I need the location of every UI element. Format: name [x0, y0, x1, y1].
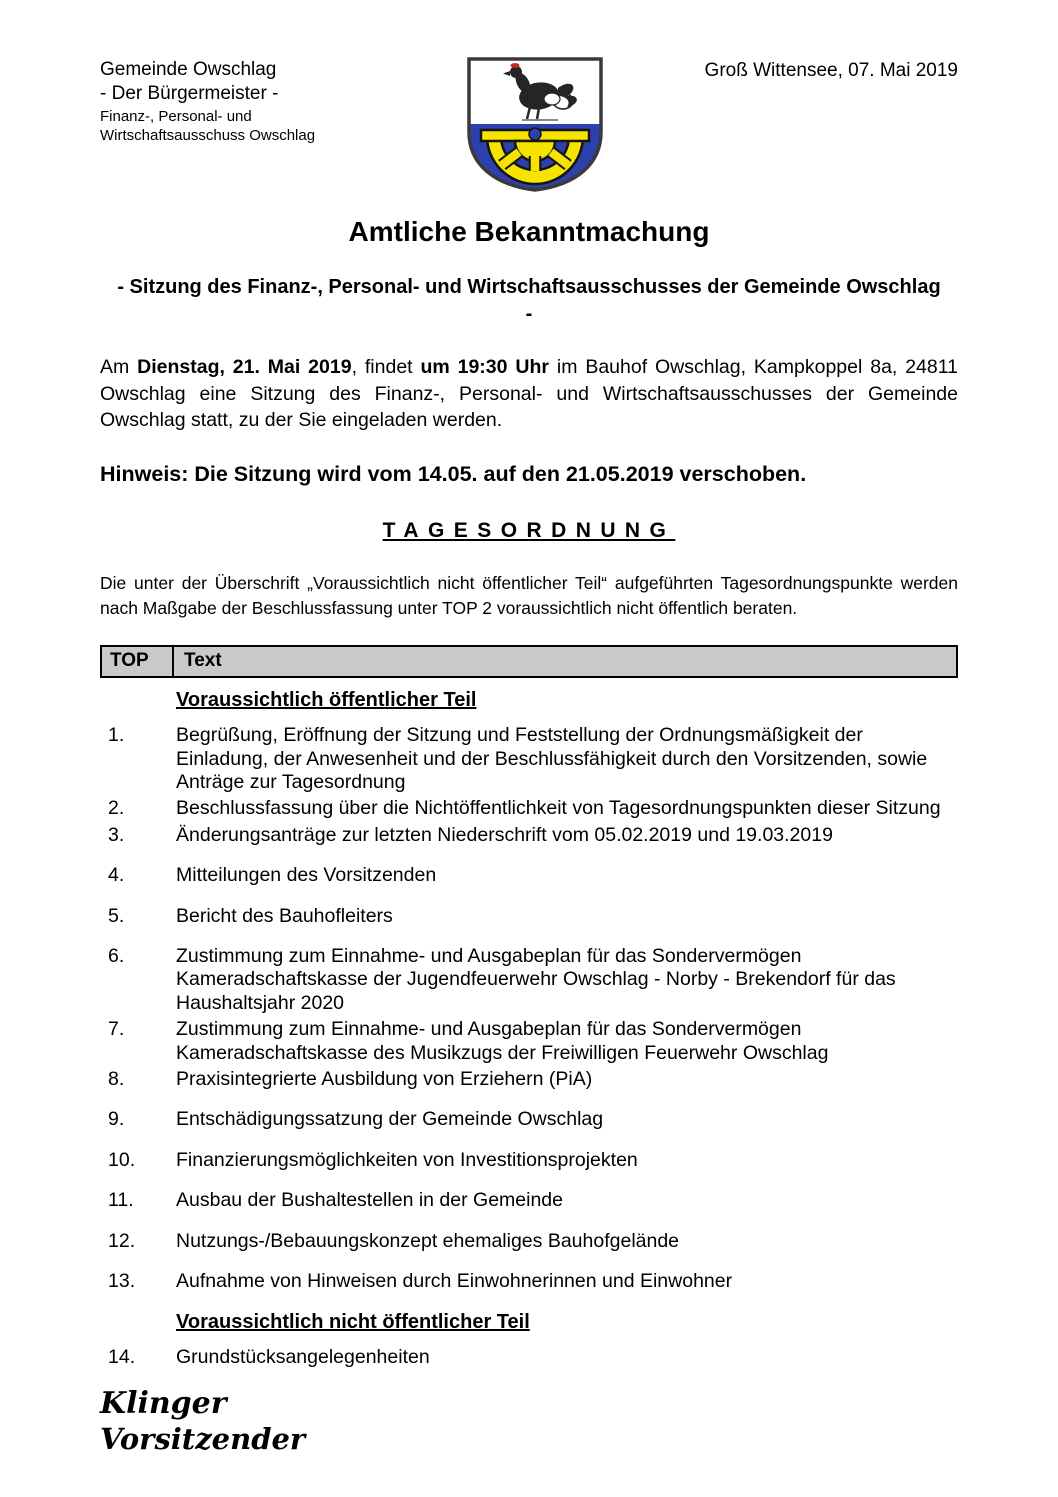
row-top-number: 10.: [108, 1148, 136, 1171]
row-text: Begrüßung, Eröffnung der Sitzung und Feststellung der Ordnungsmäßigkeit der Einladung, der Anwesenheit und der Beschlussfähigkeit durch den Vorsitzenden, sowie Anträge zur Tagesordnung: [176, 724, 928, 794]
row-text: Voraussichtlich nicht öffentlicher Teil: [176, 1311, 530, 1334]
document-title: Amtliche Bekanntmachung: [348, 216, 710, 247]
row-text: Nutzungs-/Bebauungskonzept ehemaliges Bauhofgelände: [176, 1229, 680, 1252]
row-text: Änderungsanträge zur letzten Niederschrift vom 05.02.2019 und 19.03.2019: [176, 823, 833, 846]
agenda-row: [100, 1346, 958, 1369]
row-top-number: [100, 688, 176, 712]
agenda-row: [100, 724, 958, 794]
agenda-table-header: [100, 645, 958, 678]
column-header-top: TOP: [102, 647, 174, 676]
postponement-notice: Hinweis: Die Sitzung wird vom 14.05. auf den 21.05.2019 verschoben.: [100, 461, 807, 486]
agenda-row: [100, 1068, 958, 1091]
agenda-row: [100, 1149, 958, 1172]
coat-of-arms-icon: [460, 52, 610, 197]
sender-line-4: Wirtschaftsausschuss Owschlag: [100, 127, 316, 145]
row-top-number: 2.: [108, 797, 125, 820]
row-text: Voraussichtlich öffentlicher Teil: [176, 689, 477, 712]
row-top-number: 8.: [108, 1067, 125, 1090]
row-top-number: 13.: [108, 1269, 136, 1292]
row-text: Finanzierungsmöglichkeiten von Investitionsprojekten: [176, 1148, 638, 1171]
agenda-table: [100, 645, 958, 1369]
row-top-number: 12.: [108, 1229, 136, 1252]
row-top-number: 9.: [108, 1108, 125, 1131]
row-text: Aufnahme von Hinweisen durch Einwohnerinnen und Einwohner: [176, 1269, 733, 1292]
agenda-row: [100, 688, 958, 712]
place-date-line: Groß Wittensee, 07. Mai 2019: [704, 60, 958, 81]
agenda-row: [100, 1018, 958, 1065]
row-top-number: [100, 1310, 176, 1334]
sender-block: [100, 58, 315, 146]
agenda-row: [100, 1108, 958, 1131]
sender-line-1: Gemeinde Owschlag: [100, 59, 277, 80]
agenda-heading: TAGESORDNUNG: [382, 518, 676, 542]
intro-date-bold: Dienstag, 21. Mai 2019: [137, 356, 352, 378]
agenda-row: [100, 797, 958, 820]
agenda-row: [100, 945, 958, 1015]
intro-segment: im Bauhof Owschlag, Kampkoppel 8a, 24811 Owschlag eine Sitzung des Finanz-, Personal- und Wirtschaftsausschusses der Gemeinde Owschlag statt, zu der Sie eingeladen werden.: [100, 356, 958, 432]
non-public-note: Die unter der Überschrift „Voraussichtlich nicht öffentlicher Teil“ aufgeführten Tagesordnungspunkte werden nach Maßgabe der Beschlussfassung unter TOP 2 voraussichtlich nicht öffentlich beraten.: [100, 572, 958, 618]
agenda-row: [100, 905, 958, 928]
intro-segment: Am: [100, 356, 138, 378]
row-text: Entschädigungssatzung der Gemeinde Owschlag: [176, 1108, 604, 1131]
column-header-text: Text: [184, 650, 222, 672]
signature-role: Vorsitzender: [100, 1422, 306, 1457]
row-top-number: 6.: [108, 945, 125, 968]
row-text: Mitteilungen des Vorsitzenden: [176, 864, 437, 887]
agenda-row: [100, 1230, 958, 1253]
row-top-number: 4.: [108, 864, 125, 887]
row-text: Bericht des Bauhofleiters: [176, 904, 393, 927]
document-subtitle: - Sitzung des Finanz-, Personal- und Wirtschaftsausschusses der Gemeinde Owschlag -: [117, 276, 941, 325]
agenda-row: [100, 1189, 958, 1212]
agenda-row: [100, 864, 958, 887]
row-text: Grundstücksangelegenheiten: [176, 1346, 430, 1369]
row-text: Zustimmung zum Einnahme- und Ausgabeplan für das Sondervermögen Kameradschaftskasse der Jugendfeuerwehr Owschlag - Norby - Brekendorf für das Haushaltsjahr 2020: [176, 945, 896, 1014]
row-text: Beschlussfassung über die Nichtöffentlichkeit von Tagesordnungspunkten dieser Sitzung: [176, 797, 941, 820]
intro-time-bold: um 19:30 Uhr: [420, 356, 549, 378]
letterhead: [100, 52, 958, 202]
invitation-paragraph: [100, 354, 958, 434]
row-top-number: 3.: [108, 823, 125, 846]
row-text: Zustimmung zum Einnahme- und Ausgabeplan für das Sondervermögen Kameradschaftskasse des Musikzugs der Freiwilligen Feuerwehr Owschlag: [176, 1018, 829, 1064]
agenda-rows: [100, 688, 958, 1369]
row-text: Praxisintegrierte Ausbildung von Erziehern (PiA): [176, 1067, 593, 1090]
signature-block: [100, 1387, 958, 1458]
signature-name: Klinger: [100, 1385, 227, 1421]
row-text: Ausbau der Bushaltestellen in der Gemeinde: [176, 1189, 563, 1212]
sender-line-3: Finanz-, Personal- und: [100, 107, 252, 125]
agenda-row: [100, 1310, 958, 1334]
sender-line-2: - Der Bürgermeister -: [100, 83, 279, 105]
agenda-row: [100, 1270, 958, 1293]
row-top-number: 5.: [108, 904, 125, 927]
row-top-number: 1.: [108, 724, 125, 747]
row-top-number: 7.: [108, 1018, 125, 1041]
row-top-number: 11.: [108, 1189, 134, 1212]
agenda-row: [100, 824, 958, 847]
row-top-number: 14.: [108, 1346, 136, 1369]
intro-segment: , findet: [351, 356, 421, 378]
